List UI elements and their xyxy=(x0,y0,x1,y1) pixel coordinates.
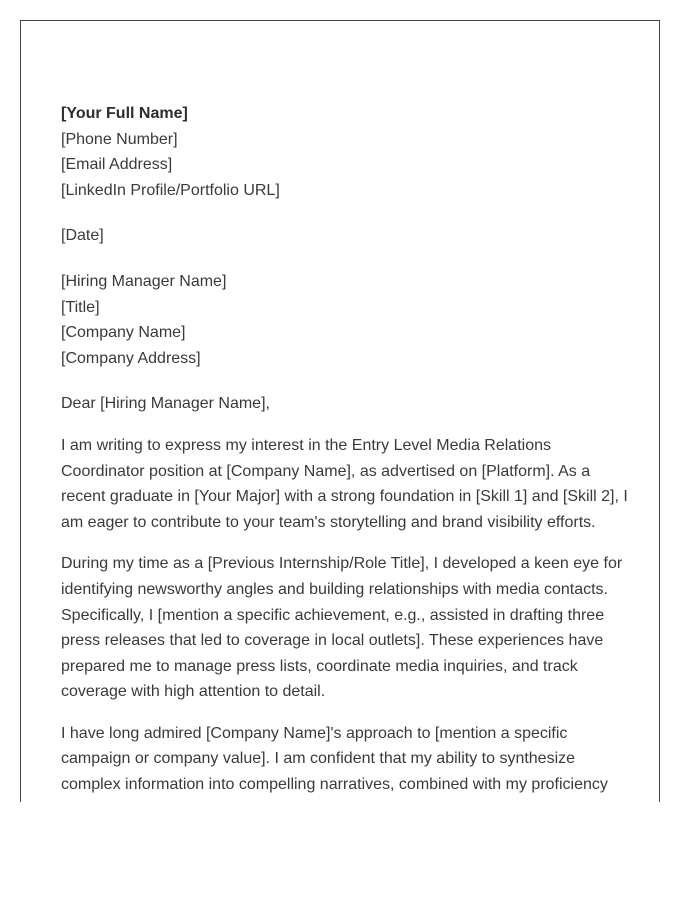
sender-phone: [Phone Number] xyxy=(61,130,178,148)
sender-profile: [LinkedIn Profile/Portfolio URL] xyxy=(61,181,280,199)
salutation: Dear [Hiring Manager Name], xyxy=(61,395,270,413)
recipient-address: [Company Address] xyxy=(61,349,201,367)
recipient-title: [Title] xyxy=(61,298,100,316)
sender-block xyxy=(61,101,636,203)
date-block xyxy=(61,223,636,249)
letter-page xyxy=(20,20,660,802)
body-paragraph-1: I am writing to express my interest in the Entry Level Media Relations Coordinator position at [Company Name], as advertised on [Platform]. As a recent graduate in [Your Major] with a strong foundation in [Skill 1] and [Skill 2], I am eager to contribute to your team's storytelling and brand visibility efforts. xyxy=(61,436,628,531)
body-paragraph-2: During my time as a [Previous Internship/Role Title], I developed a keen eye for identifying newsworthy angles and building relationships with media contacts. Specifically, I [mention a specific achievement, e.g., assisted in drafting three press releases that led to coverage in local outlets]. These experiences have prepared me to manage press lists, coordinate media inquiries, and track coverage with high attention to detail. xyxy=(61,555,623,701)
sender-email: [Email Address] xyxy=(61,156,173,174)
recipient-company: [Company Name] xyxy=(61,324,186,342)
body-paragraph-3: I have long admired [Company Name]'s approach to [mention a specific campaign or company value]. I am confident that my ability to synthesize complex information into compelling narratives, combined with my proficiency xyxy=(61,724,608,794)
letter-date: [Date] xyxy=(61,227,104,245)
recipient-manager: [Hiring Manager Name] xyxy=(61,272,227,290)
recipient-block xyxy=(61,269,636,371)
letter-content xyxy=(61,101,636,798)
sender-name: [Your Full Name] xyxy=(61,105,188,122)
